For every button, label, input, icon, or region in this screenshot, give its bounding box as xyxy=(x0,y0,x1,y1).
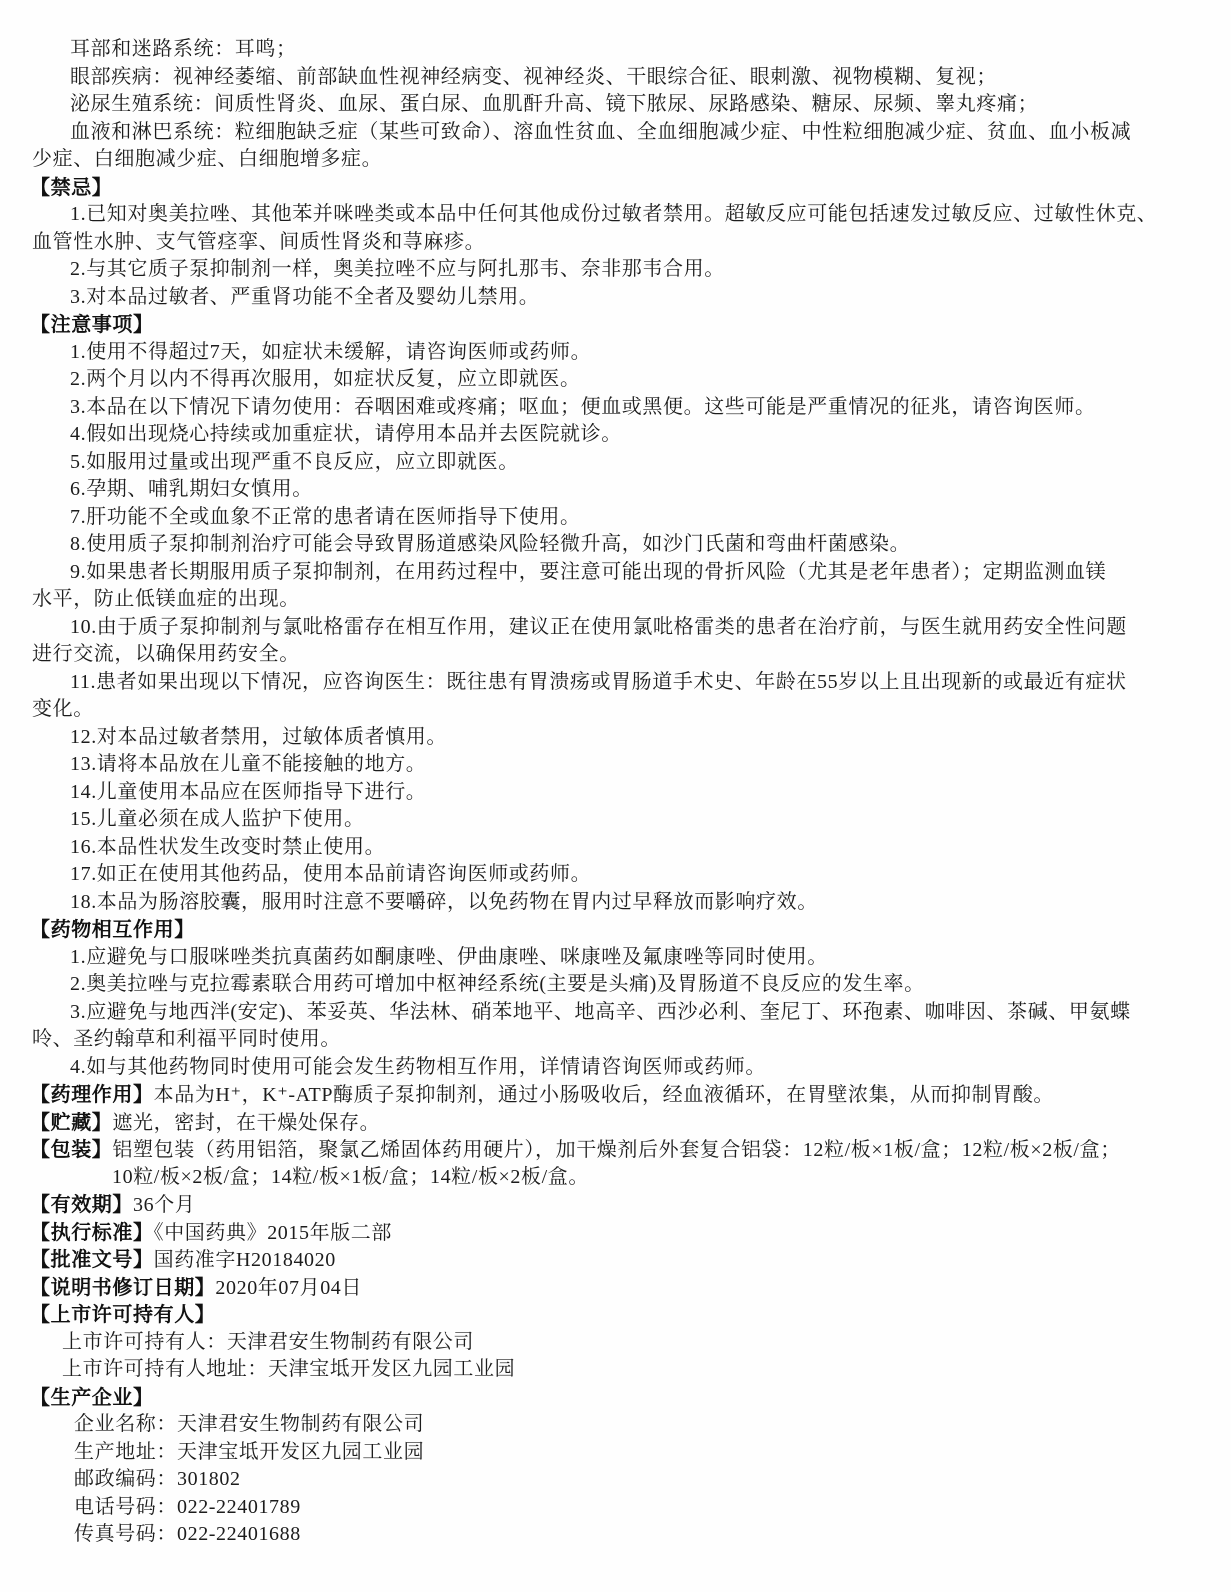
production-address-line xyxy=(0,1439,1231,1467)
item-line: 1.已知对奥美拉唑、其他苯并咪唑类或本品中任何其他成份过敏者禁用。超敏反应可能包括速发过敏反应、过敏性休克、 xyxy=(70,203,1158,225)
standard-section xyxy=(0,1219,1231,1247)
field-value: 天津宝坻开发区九园工业园 xyxy=(177,1440,425,1463)
field-label: 企业名称： xyxy=(74,1413,177,1435)
storage-text: 遮光，密封，在干燥处保存。 xyxy=(112,1111,381,1134)
packaging-line-2: 10粒/板×2板/盒；14粒/板×1板/盒；14粒/板×2板/盒。 xyxy=(112,1165,589,1188)
approval-number-value: 国药准字H20184020 xyxy=(153,1249,336,1271)
section-heading: 【禁忌】 xyxy=(30,174,113,199)
packaging-line-1 xyxy=(0,1136,1231,1164)
field-label: 上市许可持有人地址： xyxy=(62,1358,268,1380)
standard-value: 《中国药典》2015年版二部 xyxy=(153,1221,393,1244)
section-heading: 【包装】 xyxy=(30,1137,113,1161)
contraindication-item-3: 3.对本品过敏者、严重肾功能不全者及婴幼儿禁用。 xyxy=(70,285,540,308)
precaution-item-9 xyxy=(0,559,1231,614)
pharmacology-text: 本品为H⁺，K⁺-ATP酶质子泵抑制剂，通过小肠吸收后，经血液循环，在胃壁浓集，从而抑制胃酸。 xyxy=(153,1084,1055,1106)
mah-address-line xyxy=(0,1356,1231,1384)
side-effect-blood: 血液和淋巴系统：粒细胞缺乏症（某些可致命）、溶血性贫血、全血细胞减少症、中性粒细胞减少症、贫血、血小板减 xyxy=(70,120,1132,143)
precaution-item-12: 12.对本品过敏者禁用，过敏体质者慎用。 xyxy=(70,725,447,748)
precaution-item-6: 6.孕期、哺乳期妇女慎用。 xyxy=(70,478,313,500)
adverse-reactions-section xyxy=(0,36,1231,174)
field-value: 天津君安生物制药有限公司 xyxy=(177,1413,425,1435)
side-effect-blood-continued: 少症、白细胞减少症、白细胞增多症。 xyxy=(32,148,383,170)
section-heading: 【药理作用】 xyxy=(30,1082,154,1106)
item-line: 11.患者如果出现以下情况，应咨询医生：既往患有胃溃疡或胃肠道手术史、年龄在55岁以上且出现新的或最近有症状 xyxy=(70,670,1127,693)
precaution-item-4: 4.假如出现烧心持续或加重症状，请停用本品并去医院就诊。 xyxy=(70,423,622,445)
field-label: 邮政编码： xyxy=(74,1468,177,1490)
field-label: 电话号码： xyxy=(74,1495,177,1518)
side-effect-urogenital: 泌尿生殖系统：间质性肾炎、血尿、蛋白尿、血肌酐升高、镜下脓尿、尿路感染、糖尿、尿频、睾丸疼痛； xyxy=(70,93,1039,115)
field-label: 传真号码： xyxy=(74,1523,177,1545)
interactions-section xyxy=(0,916,1231,1081)
precaution-item-10 xyxy=(0,614,1231,669)
contraindications-heading-line xyxy=(0,174,1231,202)
field-value: 天津宝坻开发区九园工业园 xyxy=(268,1358,516,1380)
precaution-item-1: 1.使用不得超过7天，如症状未缓解，请咨询医师或药师。 xyxy=(70,340,592,363)
interaction-item-1: 1.应避免与口服咪唑类抗真菌药如酮康唑、伊曲康唑、咪康唑及氟康唑等同时使用。 xyxy=(70,945,828,968)
item-line: 9.如果患者长期服用质子泵抑制剂，在用药过程中，要注意可能出现的骨折风险（尤其是老年患者）；定期监测血镁 xyxy=(70,560,1107,583)
field-value: 022-22401688 xyxy=(177,1523,301,1545)
section-heading: 【执行标准】 xyxy=(30,1219,154,1244)
item-line: 变化。 xyxy=(32,698,94,720)
mah-name-line xyxy=(0,1329,1231,1357)
section-heading: 【生产企业】 xyxy=(30,1384,154,1409)
postal-code-line xyxy=(0,1466,1231,1494)
field-value: 301802 xyxy=(177,1468,241,1490)
interaction-item-3 xyxy=(0,999,1231,1054)
pharmacology-section xyxy=(0,1081,1231,1109)
approval-number-section xyxy=(0,1246,1231,1274)
precaution-item-2: 2.两个月以内不得再次服用，如症状反复，应立即就医。 xyxy=(70,368,581,390)
precaution-item-5: 5.如服用过量或出现严重不良反应，应立即就医。 xyxy=(70,450,519,473)
revision-date-section xyxy=(0,1274,1231,1302)
field-label: 生产地址： xyxy=(74,1440,177,1463)
precaution-item-13: 13.请将本品放在儿童不能接触的地方。 xyxy=(70,753,427,775)
packaging-section xyxy=(0,1136,1231,1191)
item-line: 水平，防止低镁血症的出现。 xyxy=(32,588,300,610)
interaction-item-2: 2.奥美拉唑与克拉霉素联合用药可增加中枢神经系统(主要是头痛)及胃肠道不良反应的发生率。 xyxy=(70,973,925,995)
storage-section xyxy=(0,1109,1231,1137)
side-effect-ear: 耳部和迷路系统：耳鸣； xyxy=(70,38,297,60)
precaution-item-17: 17.如正在使用其他药品，使用本品前请咨询医师或药师。 xyxy=(70,863,592,885)
precaution-item-15: 15.儿童必须在成人监护下使用。 xyxy=(70,808,365,830)
mah-section xyxy=(0,1301,1231,1384)
precaution-item-11 xyxy=(0,669,1231,724)
field-value: 天津君安生物制药有限公司 xyxy=(226,1330,475,1353)
precaution-item-8: 8.使用质子泵抑制剂治疗可能会导致胃肠道感染风险轻微升高，如沙门氏菌和弯曲杆菌感染。 xyxy=(70,533,911,555)
phone-number-line xyxy=(0,1494,1231,1522)
item-line: 10.由于质子泵抑制剂与氯吡格雷存在相互作用，建议正在使用氯吡格雷类的患者在治疗前，与医生就用药安全性问题 xyxy=(70,615,1127,638)
contraindications-section xyxy=(0,174,1231,312)
item-line: 进行交流，以确保用药安全。 xyxy=(32,643,300,665)
precaution-item-18: 18.本品为肠溶胶囊，服用时注意不要嚼碎，以免药物在胃内过早释放而影响疗效。 xyxy=(70,890,818,913)
section-heading: 【说明书修订日期】 xyxy=(30,1274,216,1299)
section-heading: 【注意事项】 xyxy=(30,312,154,336)
precaution-item-7: 7.肝功能不全或血象不正常的患者请在医师指导下使用。 xyxy=(70,505,581,528)
company-name-line xyxy=(0,1411,1231,1439)
section-heading: 【上市许可持有人】 xyxy=(30,1302,216,1326)
interaction-item-4: 4.如与其他药物同时使用可能会发生药物相互作用，详情请咨询医师或药师。 xyxy=(70,1055,766,1078)
side-effect-eye: 眼部疾病：视神经萎缩、前部缺血性视神经病变、视神经炎、干眼综合征、眼刺激、视物模糊、复视； xyxy=(70,65,997,88)
shelf-life-value: 36个月 xyxy=(133,1194,196,1216)
precautions-heading-line xyxy=(0,311,1231,339)
precaution-item-3: 3.本品在以下情况下请勿使用：吞咽困难或疼痛；呕血；便血或黑便。这些可能是严重情况的征兆，请咨询医师。 xyxy=(70,395,1096,418)
interactions-heading-line xyxy=(0,916,1231,944)
section-heading: 【贮藏】 xyxy=(30,1109,113,1134)
mah-heading-line xyxy=(0,1301,1231,1329)
packaging-text: 铝塑包装（药用铝箔，聚氯乙烯固体药用硬片），加干燥剂后外套复合铝袋：12粒/板×1板/盒；12粒/板×2板/盒； xyxy=(112,1139,1121,1161)
precaution-item-16: 16.本品性状发生改变时禁止使用。 xyxy=(70,835,386,858)
precaution-item-14: 14.儿童使用本品应在医师指导下进行。 xyxy=(70,780,427,803)
manufacturer-heading-line xyxy=(0,1384,1231,1412)
contraindication-item-2: 2.与其它质子泵抑制剂一样，奥美拉唑不应与阿扎那韦、奈非那韦合用。 xyxy=(70,258,725,280)
shelf-life-section xyxy=(0,1191,1231,1219)
section-heading: 【有效期】 xyxy=(30,1192,133,1216)
section-heading: 【批准文号】 xyxy=(30,1247,154,1271)
manufacturer-section xyxy=(0,1384,1231,1549)
field-label: 上市许可持有人： xyxy=(62,1330,227,1353)
item-line: 3.应避免与地西泮(安定)、苯妥英、华法林、硝苯地平、地高辛、西沙必利、奎尼丁、环孢素、咖啡因、茶碱、甲氨蝶 xyxy=(70,1000,1131,1023)
revision-date-value: 2020年07月04日 xyxy=(215,1276,363,1299)
contraindication-item-1 xyxy=(0,201,1231,256)
fax-number-line xyxy=(0,1521,1231,1549)
section-heading: 【药物相互作用】 xyxy=(30,917,195,941)
precautions-section xyxy=(0,311,1231,916)
item-line: 血管性水肿、支气管痉挛、间质性肾炎和荨麻疹。 xyxy=(32,230,486,253)
field-value: 022-22401789 xyxy=(177,1495,301,1518)
item-line: 呤、圣约翰草和利福平同时使用。 xyxy=(32,1028,341,1050)
